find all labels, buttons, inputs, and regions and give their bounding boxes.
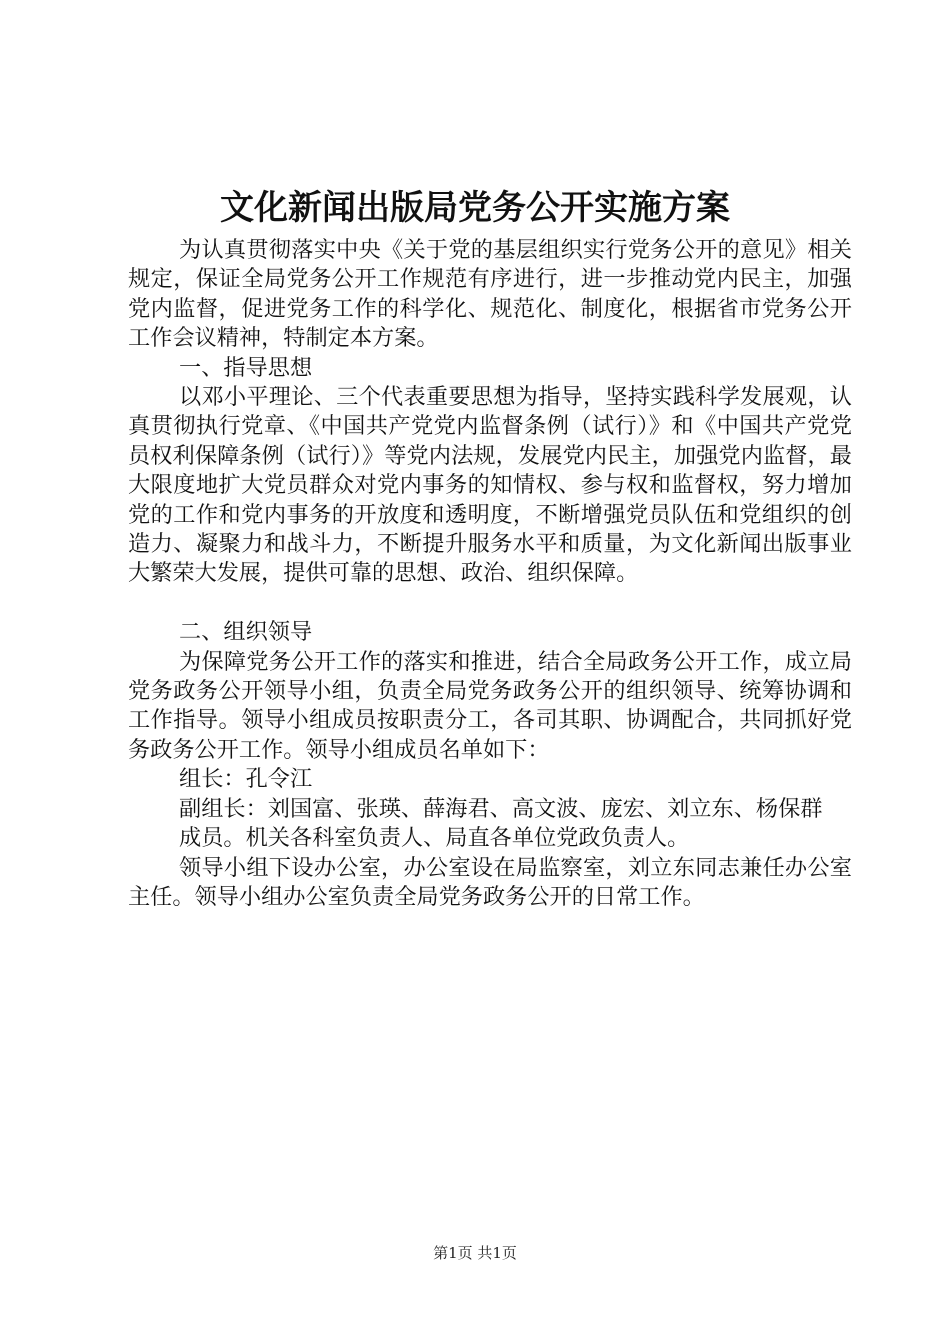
intro-paragraph: 为认真贯彻落实中央《关于党的基层组织实行党务公开的意见》相关规定，保证全局党务公开工作规范有序进行，进一步推动党内民主，加强党内监督，促进党务工作的科学化、规范化、制度化，根据省市党务公开工作会议精神，特制定本方案。 <box>128 237 852 352</box>
group-leader-line: 组长：孔令江 <box>179 766 313 793</box>
section-heading-guiding-thought: 一、指导思想 <box>179 354 313 381</box>
blank-line <box>128 589 852 618</box>
document-body <box>128 236 852 912</box>
office-paragraph: 领导小组下设办公室，办公室设在局监察室，刘立东同志兼任办公室主任。领导小组办公室负责全局党务政务公开的日常工作。 <box>128 854 852 910</box>
guiding-thought-paragraph: 以邓小平理论、三个代表重要思想为指导，坚持实践科学发展观，认真贯彻执行党章、《中国共产党党内监督条例（试行）》和《中国共产党党员权利保障条例（试行）》等党内法规，发展党内民主，加强党内监督，最大限度地扩大党员群众对党内事务的知情权、参与权和监督权，努力增加党的工作和党内事务的开放度和透明度，不断增强党员队伍和党组织的创造力、凝聚力和战斗力，不断提升服务水平和质量，为文化新闻出版事业大繁荣大发展，提供可靠的思想、政治、组织保障。 <box>128 384 852 587</box>
deputy-leaders-line: 副组长：刘国富、张瑛、薛海君、高文波、庞宏、刘立东、杨保群 <box>179 795 823 822</box>
members-line: 成员。机关各科室负责人、局直各单位党政负责人。 <box>179 825 690 852</box>
document-title: 文化新闻出版局党务公开实施方案 <box>220 188 730 228</box>
organization-paragraph: 为保障党务公开工作的落实和推进，结合全局政务公开工作，成立局党务政务公开领导小组，负责全局党务政务公开的组织领导、统筹协调和工作指导。领导小组成员按职责分工，各司其职、协调配合，共同抓好党务政务公开工作。领导小组成员名单如下： <box>128 648 852 763</box>
page-footer: 第1页 共1页 <box>433 1244 517 1262</box>
section-heading-organization: 二、组织领导 <box>179 619 313 646</box>
